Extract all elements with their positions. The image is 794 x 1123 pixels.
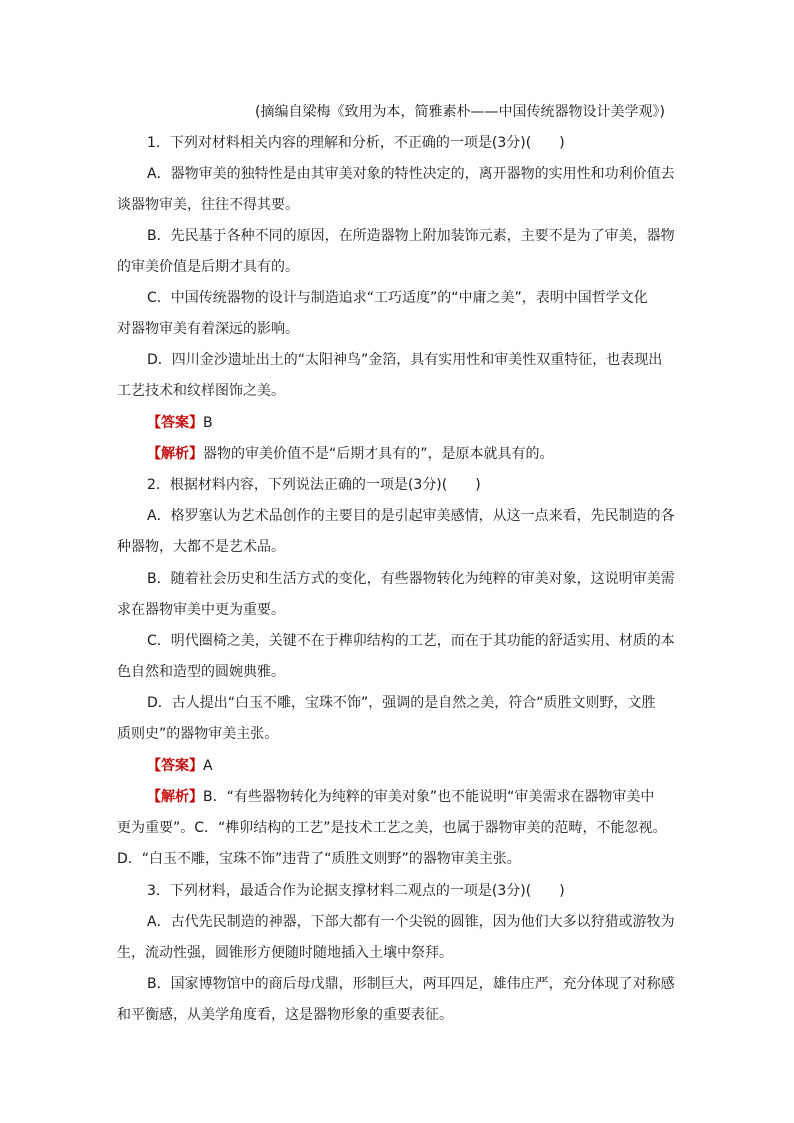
q2-option-d: D．古人提出“白玉不雕，宝珠不饰”，强调的是自然之美，符合“质胜文则野，文胜	[147, 695, 656, 711]
q2-option-a: A．格罗塞认为艺术品创作的主要目的是引起审美感情，从这一点来看，先民制造的各	[147, 508, 675, 524]
answer-value: B	[203, 415, 213, 431]
question-3-stem: 3．下列材料，最适合作为论据支撑材料二观点的一项是(3分)( )	[147, 883, 565, 899]
q1-option-d-cont: 工艺技术和纹样图饰之美。	[117, 383, 285, 399]
q1-option-b-cont: 的审美价值是后期才具有的。	[117, 259, 299, 275]
q2-option-d-cont: 质则史”的器物审美主张。	[117, 726, 279, 742]
question-1-stem: 1．下列对材料相关内容的理解和分析，不正确的一项是(3分)( )	[147, 135, 565, 151]
source-citation: (摘编自梁梅《致用为本，简雅素朴——中国传统器物设计美学观》)	[255, 104, 665, 120]
q1-option-b: B．先民基于各种不同的原因，在所造器物上附加装饰元素，主要不是为了审美，器物	[147, 228, 675, 244]
q2-analysis-cont-2: D．“白玉不雕，宝珠不饰”违背了“质胜文则野”的器物审美主张。	[117, 851, 521, 867]
q1-analysis	[147, 444, 682, 464]
q3-option-b: B．国家博物馆中的商后母戊鼎，形制巨大，两耳四足，雄伟庄严，充分体现了对称感	[147, 976, 675, 992]
q1-answer	[147, 413, 682, 433]
q3-option-a-cont: 生，流动性强，圆锥形方便随时随地插入土壤中祭拜。	[117, 945, 453, 961]
q2-answer	[147, 756, 682, 776]
q1-option-c-cont: 对器物审美有着深远的影响。	[117, 321, 299, 337]
question-2-stem: 2．根据材料内容，下列说法正确的一项是(3分)( )	[147, 477, 481, 493]
q1-option-a: A．器物审美的独特性是由其审美对象的特性决定的，离开器物的实用性和功利价值去	[147, 166, 675, 182]
analysis-tag: 【解析】	[147, 789, 203, 805]
analysis-text: 器物的审美价值不是“后期才具有的”，是原本就具有的。	[203, 446, 554, 462]
q3-option-b-cont: 和平衡感，从美学角度看，这是器物形象的重要表征。	[117, 1007, 453, 1023]
q2-option-b-cont: 求在器物审美中更为重要。	[117, 602, 285, 618]
answer-value: A	[203, 758, 213, 774]
analysis-text: B．“有些器物转化为纯粹的审美对象”也不能说明“审美需求在器物审美中	[203, 789, 655, 805]
q2-option-b: B．随着社会历史和生活方式的变化，有些器物转化为纯粹的审美对象，这说明审美需	[147, 571, 675, 587]
q2-analysis	[147, 787, 682, 807]
q2-analysis-cont: 更为重要”。C．“榫卯结构的工艺”是技术工艺之美，也属于器物审美的范畴，不能忽视。	[117, 820, 667, 836]
q2-option-a-cont: 种器物，大都不是艺术品。	[117, 539, 285, 555]
q2-option-c: C．明代圈椅之美，关键不在于榫卯结构的工艺，而在于其功能的舒适实用、材质的本	[147, 633, 675, 649]
answer-tag: 【答案】	[147, 758, 203, 774]
q1-option-a-cont: 谈器物审美，往往不得其要。	[117, 197, 299, 213]
answer-tag: 【答案】	[147, 415, 203, 431]
q1-option-c: C．中国传统器物的设计与制造追求“工巧适度”的“中庸之美”，表明中国哲学文化	[147, 290, 648, 306]
q3-option-a: A．古代先民制造的神器，下部大都有一个尖锐的圆锥，因为他们大多以狩猎或游牧为	[147, 914, 675, 930]
q2-option-c-cont: 色自然和造型的圆婉典雅。	[117, 664, 285, 680]
q1-option-d: D．四川金沙遗址出土的“太阳神鸟”金箔，具有实用性和审美性双重特征，也表现出	[147, 352, 663, 368]
analysis-tag: 【解析】	[147, 446, 203, 462]
